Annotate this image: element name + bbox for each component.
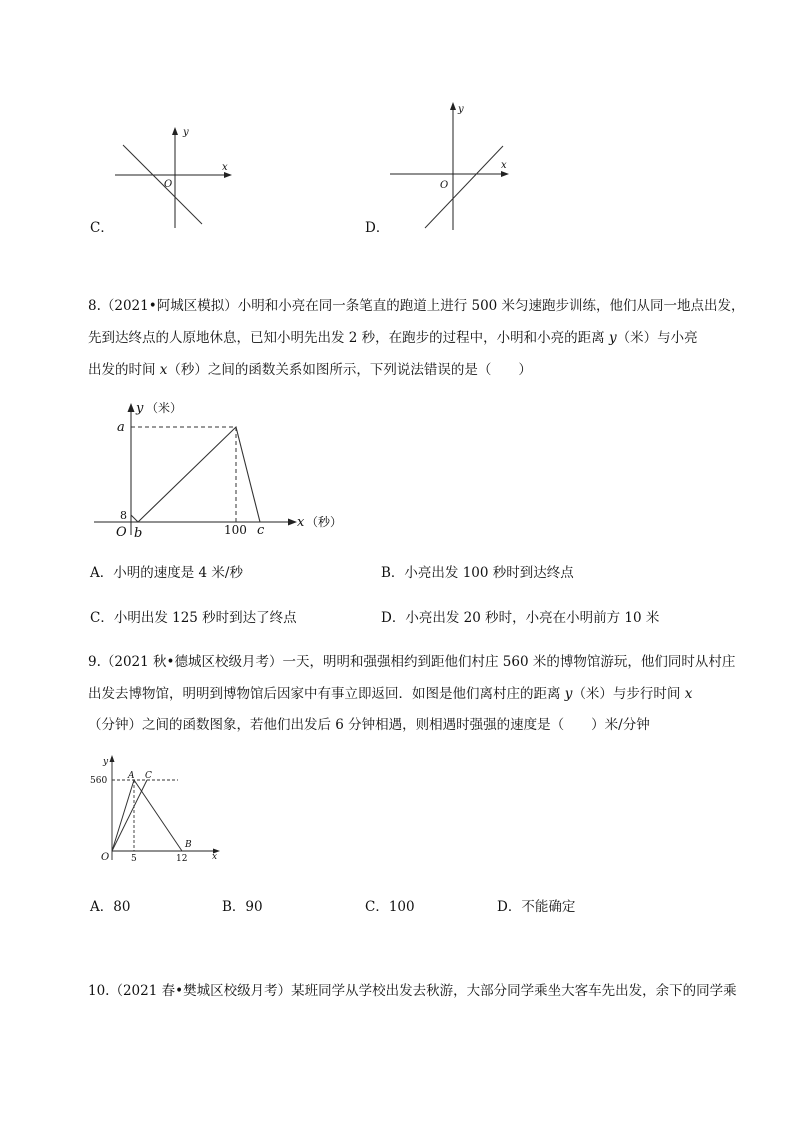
q8-x-unit: （秒） [306,515,343,529]
q9-a-label: A [128,771,135,781]
q8-stem-line1: 8.（2021•阿城区模拟）小明和小亮在同一条笔直的跑道上进行 500 米匀速跑步训练，他们从同一地点出发， [88,298,745,314]
q7d-y-label: y [458,104,464,115]
q7-graph-c [110,120,240,230]
q7-option-d-label[interactable]: D． [365,220,390,236]
q9-option-a[interactable]: A．80 [90,899,131,915]
q7c-origin: O [164,179,173,190]
q8-a-label: a [117,420,125,435]
q8-c-label: c [257,523,265,538]
q9-stem-line3: （分钟）之间的函数图象，若他们出发后 6 分钟相遇，则相遇时强强的速度是（ ）米/分钟 [88,717,650,733]
q9-origin: O [101,852,110,863]
q8-option-c[interactable]: C．小明出发 125 秒时到达了终点 [90,610,297,626]
q9-stem-line2: 出发去博物馆，明明到博物馆后因家中有事立即返回．如图是他们离村庄的距离 y（米）与步行时间 x [88,686,693,702]
q9-12-label: 12 [176,854,188,864]
q8-b-label: b [134,526,143,541]
q9-x-label: x [212,852,218,862]
q8-8-label: 8 [120,509,127,522]
q9-option-b[interactable]: B．90 [222,899,263,915]
q8-origin: O [116,525,127,540]
q8-100-label: 100 [224,523,247,537]
q8-y-var: y [136,401,144,416]
q9-y-label: y [103,757,109,767]
q10-stem-line1: 10.（2021 春•樊城区校级月考）某班同学从学校出发去秋游，大部分同学乘坐大客车先出发，余下的同学乘 [88,983,737,999]
q9-c-label: C [145,771,152,781]
q9-5-label: 5 [131,854,137,864]
q8-graph [90,395,360,545]
q9-560-label: 560 [90,776,108,786]
q8-y-unit: （米） [146,401,183,415]
q9-option-d[interactable]: D．不能确定 [497,899,576,915]
q8-stem-line3: 出发的时间 x（秒）之间的函数关系如图所示，下列说法错误的是（ ） [88,362,532,378]
q8-x-var: x [297,515,305,530]
q7c-y-label: y [183,127,189,138]
q9-option-c[interactable]: C．100 [365,899,415,915]
q9-graph [90,752,230,864]
q7-graph-d [385,98,515,233]
q7c-x-label: x [222,162,228,173]
q7d-origin: O [440,180,449,191]
q7-option-c-label[interactable]: C． [90,220,114,236]
q9-b-label: B [185,840,192,850]
q8-option-a[interactable]: A．小明的速度是 4 米/秒 [90,565,243,581]
q7d-x-label: x [501,160,507,171]
q9-stem-line1: 9.（2021 秋•德城区校级月考）一天，明明和强强相约到距他们村庄 560 米的博物馆游玩，他们同时从村庄 [88,654,736,670]
q8-stem-line2: 先到达终点的人原地休息，已知小明先出发 2 秒，在跑步的过程中，小明和小亮的距离 y（米）与小亮 [88,330,698,346]
q8-option-b[interactable]: B．小亮出发 100 秒时到达终点 [381,565,574,581]
q8-option-d[interactable]: D．小亮出发 20 秒时，小亮在小明前方 10 米 [381,610,660,626]
